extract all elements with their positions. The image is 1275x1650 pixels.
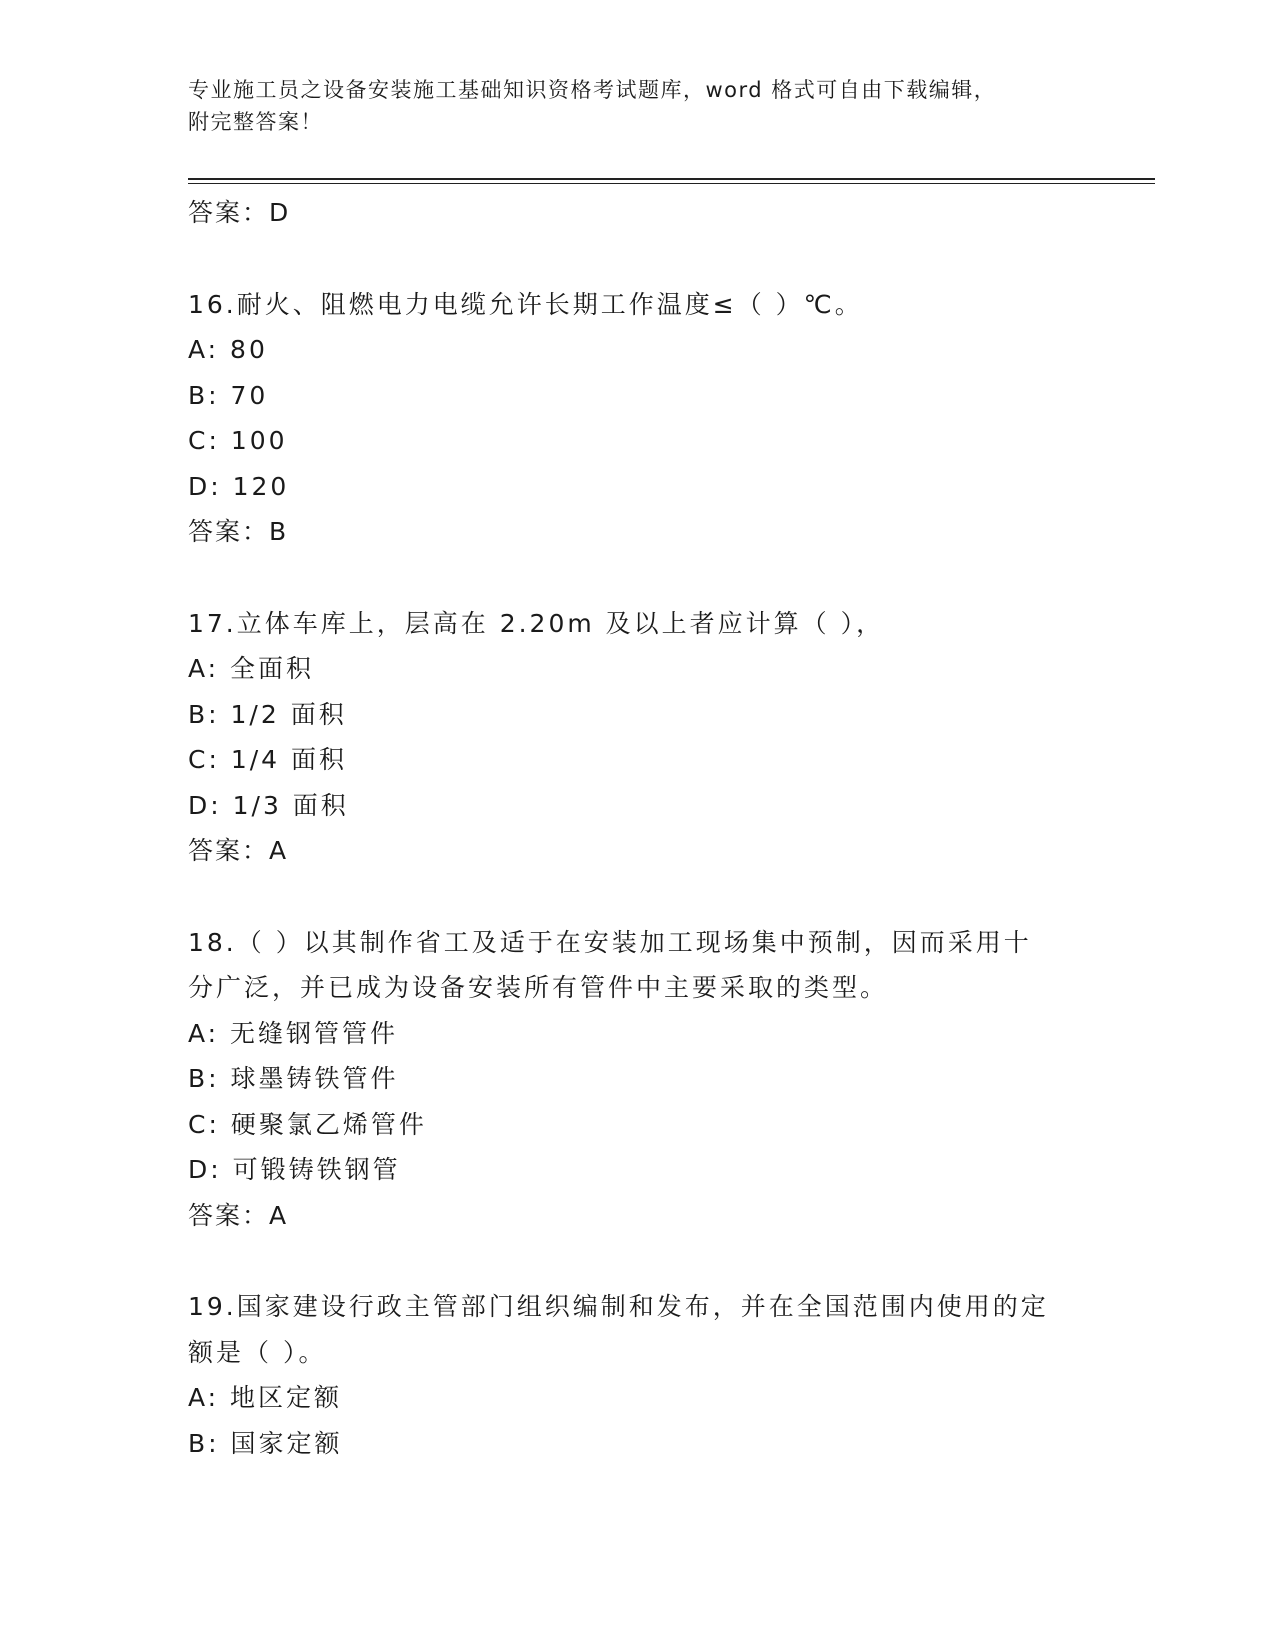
option-c: C: 硬聚氯乙烯管件 xyxy=(188,1109,427,1139)
header-divider-thin xyxy=(188,183,1155,184)
option-d: D: 可锻铸铁钢管 xyxy=(188,1155,401,1184)
question-17 xyxy=(188,601,1088,874)
question-stem-line-2: 分广泛，并已成为设备安装所有管件中主要采取的类型。 xyxy=(188,973,889,1002)
option-a: A: 全面积 xyxy=(188,654,315,683)
answer: 答案：B xyxy=(188,517,289,546)
option-a: A: 80 xyxy=(188,335,268,364)
question-stem-line-1: 19.国家建设行政主管部门组织编制和发布，并在全国范围内使用的定 xyxy=(188,1292,1049,1321)
option-b: B: 国家定额 xyxy=(188,1428,343,1458)
document-header xyxy=(188,74,1068,138)
option-a: A: 地区定额 xyxy=(188,1383,343,1412)
question-stem-line-2: 额是（ ）。 xyxy=(188,1337,327,1367)
question-stem-line-1: 18.（ ）以其制作省工及适于在安装加工现场集中预制，因而采用十 xyxy=(188,927,1032,957)
header-line-1: 专业施工员之设备安装施工基础知识资格考试题库，word 格式可自由下载编辑， xyxy=(188,78,997,102)
option-c: C: 1/4 面积 xyxy=(188,745,348,774)
header-line-2: 附完整答案！ xyxy=(188,110,323,134)
question-19 xyxy=(188,1284,1088,1466)
option-d: D: 1/3 面积 xyxy=(188,790,349,820)
answer: 答案：A xyxy=(188,1200,289,1230)
previous-answer: 答案：D xyxy=(188,198,291,227)
question-18 xyxy=(188,920,1088,1239)
answer: 答案：A xyxy=(188,836,289,865)
option-a: A: 无缝钢管管件 xyxy=(188,1018,399,1048)
question-stem: 17.立体车库上，层高在 2.20m 及以上者应计算（ ）， xyxy=(188,608,885,638)
option-b: B: 1/2 面积 xyxy=(188,699,347,729)
question-16 xyxy=(188,282,1088,555)
option-b: B: 球墨铸铁管件 xyxy=(188,1064,399,1093)
option-c: C: 100 xyxy=(188,426,288,455)
option-d: D: 120 xyxy=(188,471,290,501)
header-divider-thick xyxy=(188,178,1155,180)
option-b: B: 70 xyxy=(188,380,269,410)
question-stem: 16.耐火、阻燃电力电缆允许长期工作温度≤（ ）℃。 xyxy=(188,289,863,319)
question-list xyxy=(188,190,1088,1466)
